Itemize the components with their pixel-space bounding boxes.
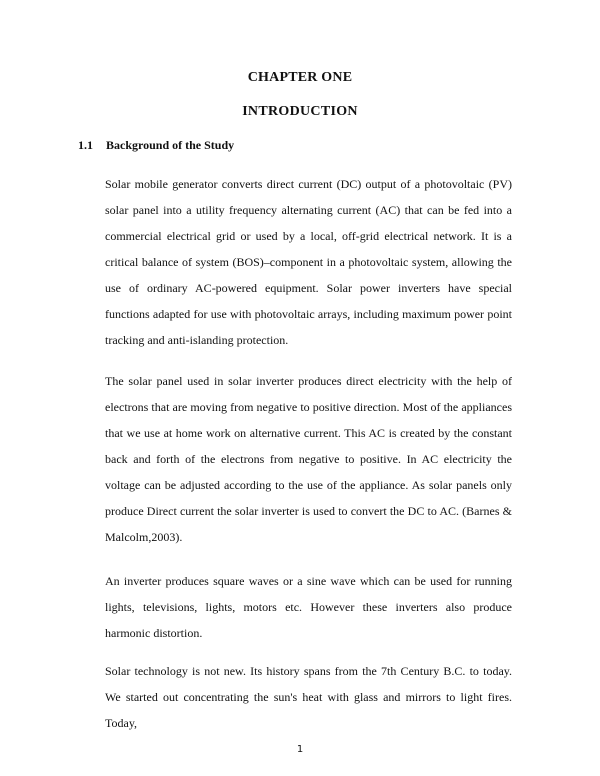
section-number: 1.1 xyxy=(78,138,93,152)
paragraph-3: An inverter produces square waves or a sine wave which can be used for running lights, televisions, lights, motors etc. However these inverters also produce harmonic distortion. xyxy=(105,574,512,640)
paragraph-1: Solar mobile generator converts direct current (DC) output of a photovoltaic (PV) solar panel into a utility frequency alternating current (AC) that can be fed into a commercial electrical grid or used by a local, off-grid electrical network. It is a critical balance of system (BOS)–component in a photovoltaic system, allowing the use of ordinary AC-powered equipment. Solar power inverters have special functions adapted for use with photovoltaic arrays, including maximum power point tracking and anti-islanding protection. xyxy=(105,177,512,347)
paragraph-4: Solar technology is not new. Its history spans from the 7th Century B.C. to today. We started out concentrating the sun's heat with glass and mirrors to light fires. Today, xyxy=(105,664,512,730)
section-heading xyxy=(78,138,234,153)
section-title: Background of the Study xyxy=(106,138,235,152)
page-number: 1 xyxy=(296,744,304,755)
paragraph-2: The solar panel used in solar inverter produces direct electricity with the help of electrons that are moving from negative to positive direction. Most of the appliances that we use at home work on alternative current. This AC is created by the constant back and forth of the electrons from negative to positive. In AC electricity the voltage can be adjusted according to the use of the appliance. As solar panels only produce Direct current the solar inverter is used to convert the DC to AC. (Barnes & Malcolm,2003). xyxy=(105,374,512,544)
chapter-title: CHAPTER ONE xyxy=(247,70,353,85)
page-title: INTRODUCTION xyxy=(242,104,358,119)
